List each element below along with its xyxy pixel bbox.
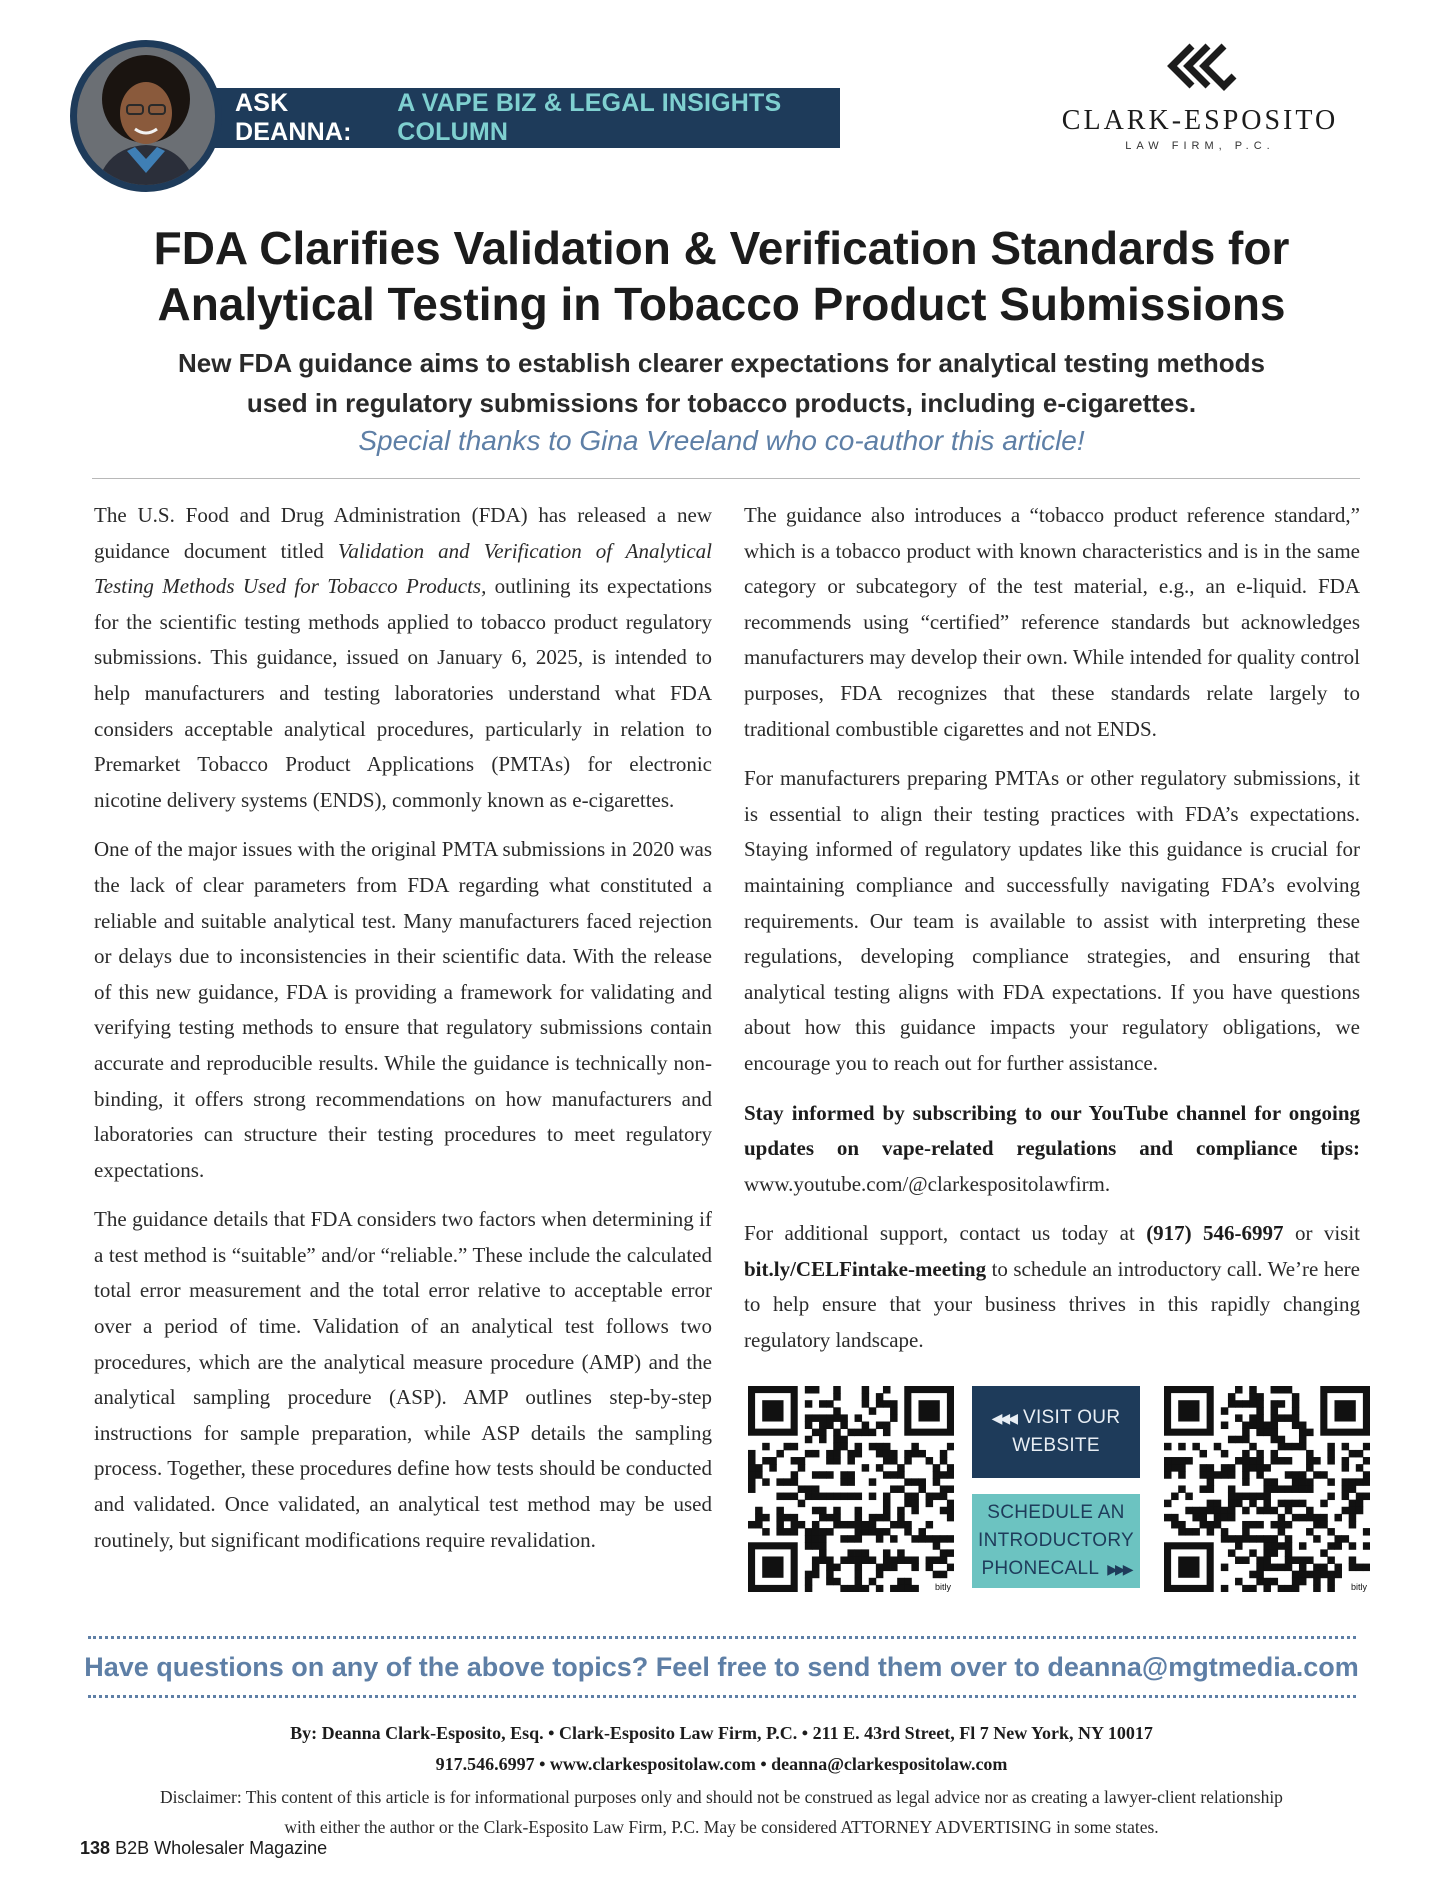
author-portrait-icon	[77, 47, 215, 185]
youtube-link[interactable]: www.youtube.com/@clarkespositolawfirm.	[744, 1171, 1111, 1196]
paragraph: The U.S. Food and Drug Administration (FDA) has released a new guidance document titled Validation and Verification of Analytical Testing Methods Used for Tobacco Products, outlining its expectations for the scientific testing methods applied to tobacco product regulatory submissions. This guidance, issued on January 6, 2025, is intended to help manufacturers and testing laboratories understand what FDA considers acceptable analytical procedures, particularly in relation to Premarket Tobacco Product Applications (PMTAs) for electronic nicotine delivery systems (ENDS), commonly known as e-cigarettes.	[94, 503, 713, 812]
bitly-tag: bitly	[1350, 1582, 1367, 1592]
intake-link[interactable]: bit.ly/CELFintake-meeting	[744, 1256, 987, 1281]
arrow-right-icon: ▶▶▶	[1107, 1561, 1131, 1577]
paragraph: The guidance details that FDA considers two factors when determining if a test method is “suitable” and/or “reliable.” These include the calculated total error measurement and the total error relative to acceptable error over a period of time. Validation of an analytical test follows two procedures, which are the analytical measure procedure (AMP) and the analytical sampling procedure (ASP). AMP outlines step-by-step instructions for sample preparation, while ASP details the sampling process. Together, these procedures define how tests should be conducted and validated. Once validated, an analytical test method may be used routinely, but significant modifications require revalidation.	[94, 1207, 712, 1552]
page-footer	[80, 1838, 327, 1859]
author-avatar	[70, 40, 222, 192]
article-title	[60, 220, 1383, 332]
subtitle-line: New FDA guidance aims to establish clearer expectations for analytical testing methods	[177, 348, 1265, 378]
article-column-right	[744, 498, 1360, 1373]
law-firm-logo	[1050, 40, 1350, 160]
schedule-phonecall-button[interactable]: SCHEDULE AN INTRODUCTORY PHONECALL ▶▶▶	[972, 1494, 1140, 1588]
page-number: 138	[80, 1838, 111, 1858]
phone-number[interactable]: (917) 546-6997	[1146, 1221, 1284, 1246]
logo-subtitle: LAW FIRM, P.C.	[1125, 140, 1275, 152]
arrow-left-icon: ◀◀◀	[991, 1410, 1015, 1426]
ce-monogram-icon	[1050, 40, 1350, 102]
paragraph: The guidance also introduces a “tobacco product reference standard,” which is a tobacco product with known characteristics and is in the same category or subcategory of the test material, e.g., an e-liquid. FDA recommends using “certified” reference standards but acknowledges manufacturers may develop their own. While intended for quality control purposes, FDA recognizes that these standards relate largely to traditional combustible cigarettes and not ENDS.	[744, 503, 1360, 741]
title-line: FDA Clarifies Validation & Verification Standards for	[153, 222, 1290, 274]
column-title: A VAPE BIZ & LEGAL INSIGHTS COLUMN	[397, 89, 782, 146]
phonecall-qr-code[interactable]	[1164, 1386, 1370, 1592]
title-line: Analytical Testing in Tobacco Product Submissions	[157, 278, 1286, 330]
publication-name: B2B Wholesaler Magazine	[115, 1838, 328, 1858]
paragraph: Stay informed by subscribing to our YouTube channel for ongoing updates on vape-related regulations and compliance tips: www.youtube.com/@clarkespositolawfirm.	[744, 1100, 1360, 1196]
paragraph: For additional support, contact us today at (917) 546-6997 or visit bit.ly/CELFintake-meeting to schedule an introductory call. We’re here to help ensure that your business thrives in this rapidly changing regulatory landscape.	[744, 1221, 1360, 1353]
visit-website-button[interactable]: ◀◀◀ VISIT OUR WEBSITE	[972, 1386, 1140, 1478]
title-divider	[92, 478, 1360, 479]
subtitle-line: used in regulatory submissions for tobacco products, including e-cigarettes.	[246, 388, 1197, 418]
coauthor-credit: Special thanks to Gina Vreeland who co-author this article!	[358, 425, 1085, 456]
article-column-left	[94, 498, 712, 1572]
questions-callout: Have questions on any of the above topics? Feel free to send them over to deanna@mgtmedia.com	[84, 1652, 1359, 1682]
dotted-divider	[88, 1695, 1356, 1698]
website-qr-code[interactable]	[748, 1386, 954, 1592]
article-subtitle	[60, 343, 1383, 423]
disclaimer: Disclaimer: This content of this article is for informational purposes only and should not be construed as legal advice nor as creating a lawyer-client relationship with either the author or the Clark-Esposito Law Firm, P.C. May be considered ATTORNEY ADVERTISING in some states.	[160, 1787, 1283, 1837]
byline: By: Deanna Clark-Esposito, Esq. • Clark-Esposito Law Firm, P.C. • 211 E. 43rd Street, Fl 7 New York, NY 10017 917.546.6997 • www.clarkespositolaw.com • deanna@clarkespositolaw.com	[290, 1723, 1153, 1774]
bitly-tag: bitly	[934, 1582, 951, 1592]
paragraph: One of the major issues with the original PMTA submissions in 2020 was the lack of clear parameters from FDA regarding what constituted a reliable and suitable analytical test. Many manufacturers faced rejection or delays due to inconsistencies in their scientific data. With the release of this new guidance, FDA is providing a framework for validating and verifying testing methods to ensure that regulatory submissions contain accurate and reproducible results. While the guidance is technically non-binding, it offers strong recommendations on how manufacturers and laboratories can structure their testing procedures to meet regulatory expectations.	[94, 837, 712, 1182]
paragraph: For manufacturers preparing PMTAs or other regulatory submissions, it is essential to align their testing practices with FDA’s expectations. Staying informed of regulatory updates like this guidance is crucial for maintaining compliance and successfully navigating FDA’s evolving requirements. Our team is available to assist with interpreting these regulations, developing compliance strategies, and ensuring that analytical testing aligns with FDA expectations. If you have questions about how this guidance impacts your regulatory obligations, we encourage you to reach out for further assistance.	[744, 766, 1360, 1075]
column-banner	[190, 88, 840, 148]
dotted-divider	[88, 1636, 1356, 1639]
column-prefix: ASK DEANNA:	[235, 89, 352, 146]
logo-name: CLARK-ESPOSITO	[1061, 105, 1339, 136]
